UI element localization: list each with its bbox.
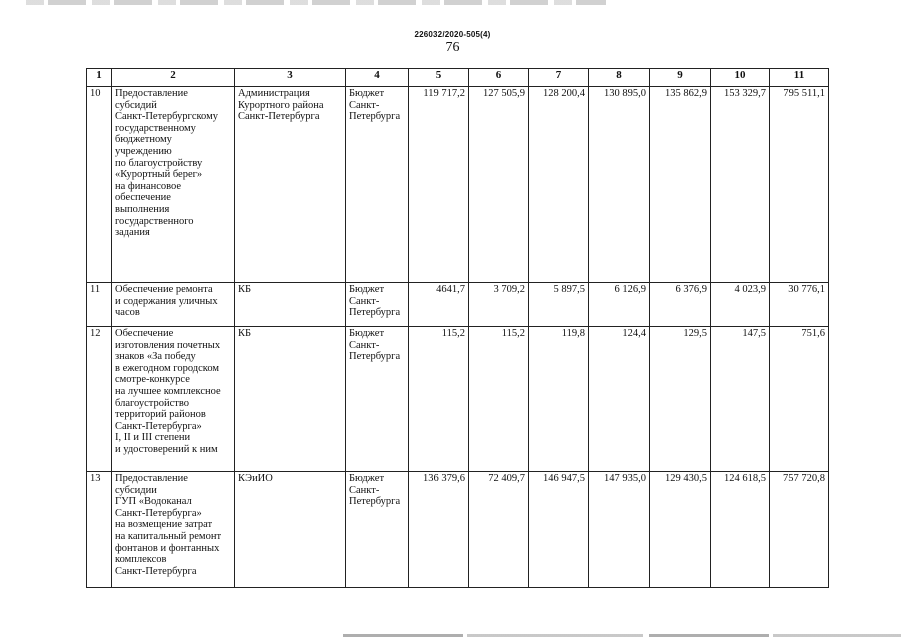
value-cell: 147,5 — [711, 327, 770, 472]
table-header-row — [87, 69, 829, 87]
value-cell: 124,4 — [589, 327, 650, 472]
executor: КБ — [235, 283, 346, 327]
executor: КБ — [235, 327, 346, 472]
value-cell: 153 329,7 — [711, 87, 770, 283]
value-cell: 6 126,9 — [589, 283, 650, 327]
document-code: 226032/2020-505(4) — [414, 30, 491, 39]
column-header: 1 — [87, 69, 112, 87]
value-cell: 124 618,5 — [711, 472, 770, 588]
table-row — [87, 327, 829, 472]
executor: Администрация Курортного района Санкт-Петербурга — [235, 87, 346, 283]
value-cell: 128 200,4 — [529, 87, 589, 283]
activity-name: Обеспечение изготовления почетных знаков «За победу в ежегодном городском смотре-конкурсе на лучшее комплексное благоустройство территорий районов Санкт-Петербурга» I, II и III степени и удостоверений к ним — [112, 327, 235, 472]
column-header: 2 — [112, 69, 235, 87]
column-header: 3 — [235, 69, 346, 87]
column-header: 8 — [589, 69, 650, 87]
column-header: 11 — [770, 69, 829, 87]
value-cell: 119,8 — [529, 327, 589, 472]
column-header: 7 — [529, 69, 589, 87]
activity-name: Обеспечение ремонта и содержания уличных часов — [112, 283, 235, 327]
value-cell: 147 935,0 — [589, 472, 650, 588]
value-cell: 135 862,9 — [650, 87, 711, 283]
value-cell: 4641,7 — [409, 283, 469, 327]
total-cell: 30 776,1 — [770, 283, 829, 327]
table-row — [87, 283, 829, 327]
scan-artifact-bottom — [343, 634, 901, 637]
row-number: 11 — [87, 283, 112, 327]
funding-source: Бюджет Санкт- Петербурга — [346, 472, 409, 588]
total-cell: 795 511,1 — [770, 87, 829, 283]
value-cell: 72 409,7 — [469, 472, 529, 588]
table-row — [87, 472, 829, 588]
column-header: 5 — [409, 69, 469, 87]
value-cell: 127 505,9 — [469, 87, 529, 283]
value-cell: 4 023,9 — [711, 283, 770, 327]
value-cell: 130 895,0 — [589, 87, 650, 283]
total-cell: 757 720,8 — [770, 472, 829, 588]
value-cell: 119 717,2 — [409, 87, 469, 283]
row-number: 12 — [87, 327, 112, 472]
value-cell: 6 376,9 — [650, 283, 711, 327]
value-cell: 136 379,6 — [409, 472, 469, 588]
funding-source: Бюджет Санкт- Петербурга — [346, 327, 409, 472]
value-cell: 115,2 — [469, 327, 529, 472]
value-cell: 115,2 — [409, 327, 469, 472]
value-cell: 146 947,5 — [529, 472, 589, 588]
value-cell: 129,5 — [650, 327, 711, 472]
executor: КЭиИО — [235, 472, 346, 588]
row-number: 10 — [87, 87, 112, 283]
value-cell: 5 897,5 — [529, 283, 589, 327]
row-number: 13 — [87, 472, 112, 588]
activity-name: Предоставление субсидии ГУП «Водоканал Санкт-Петербурга» на возмещение затрат на капитальный ремонт фонтанов и фонтанных комплексов Санкт-Петербурга — [112, 472, 235, 588]
funding-source: Бюджет Санкт- Петербурга — [346, 283, 409, 327]
column-header: 4 — [346, 69, 409, 87]
value-cell: 129 430,5 — [650, 472, 711, 588]
total-cell: 751,6 — [770, 327, 829, 472]
column-header: 6 — [469, 69, 529, 87]
scan-artifact-top — [26, 0, 606, 5]
column-header: 9 — [650, 69, 711, 87]
table-row — [87, 87, 829, 283]
page-number: 76 — [445, 40, 460, 55]
funding-source: Бюджет Санкт- Петербурга — [346, 87, 409, 283]
program-table — [86, 68, 829, 588]
activity-name: Предоставление субсидий Санкт-Петербургскому государственному бюджетному учреждению по благоустройству «Курортный берег» на финансовое обеспечение выполнения государственного задания — [112, 87, 235, 283]
column-header: 10 — [711, 69, 770, 87]
value-cell: 3 709,2 — [469, 283, 529, 327]
